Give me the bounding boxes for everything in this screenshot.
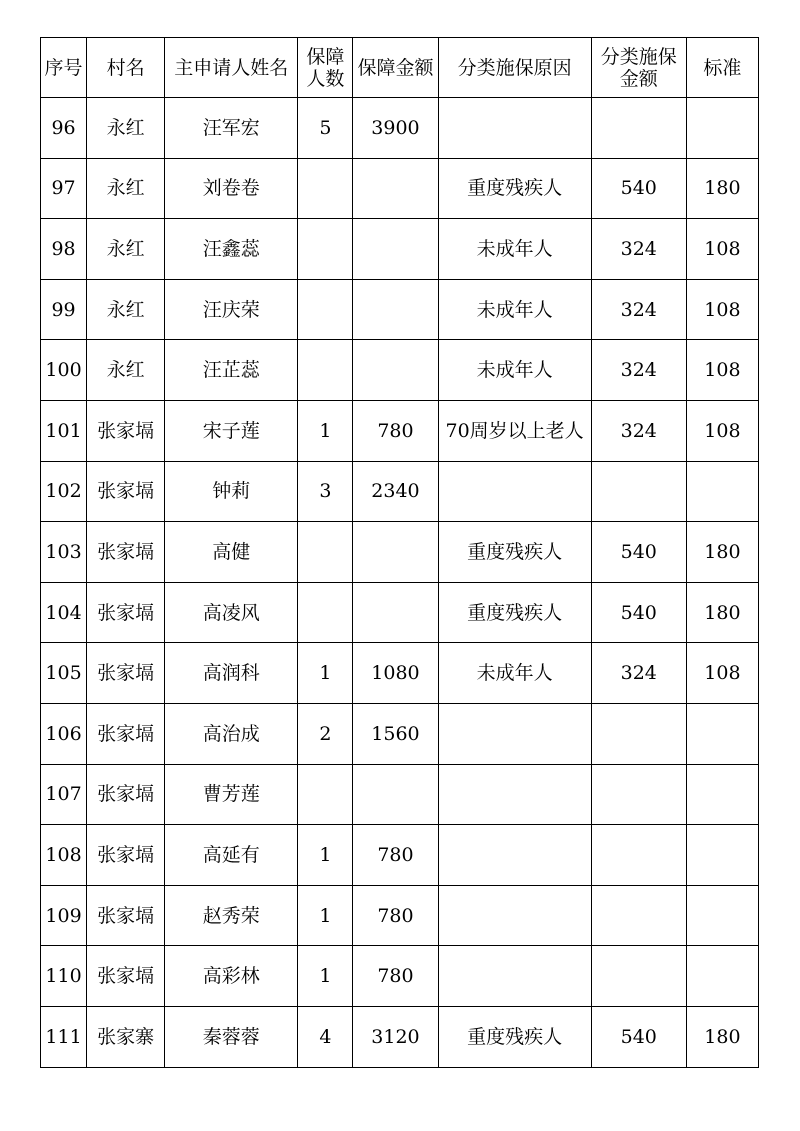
cell-applicant: 宋子莲	[165, 400, 298, 461]
cell-index: 97	[41, 158, 87, 219]
cell-village: 永红	[87, 219, 165, 280]
header-standard: 标准	[686, 38, 758, 98]
cell-index: 110	[41, 946, 87, 1007]
cell-applicant: 汪芷蕊	[165, 340, 298, 401]
cell-reason: 70周岁以上老人	[438, 400, 591, 461]
cell-class-amount: 324	[591, 279, 686, 340]
cell-applicant: 高润科	[165, 643, 298, 704]
cell-reason: 重度残疾人	[438, 1006, 591, 1067]
cell-amount: 1080	[353, 643, 438, 704]
header-row	[41, 38, 759, 98]
cell-standard: 180	[686, 582, 758, 643]
cell-amount: 1560	[353, 703, 438, 764]
cell-village: 永红	[87, 279, 165, 340]
cell-village: 张家塥	[87, 643, 165, 704]
cell-amount	[353, 158, 438, 219]
cell-standard: 108	[686, 643, 758, 704]
cell-index: 99	[41, 279, 87, 340]
cell-reason: 未成年人	[438, 279, 591, 340]
cell-count	[298, 582, 353, 643]
cell-applicant: 赵秀荣	[165, 885, 298, 946]
cell-index: 105	[41, 643, 87, 704]
header-count: 保障人数	[298, 38, 353, 98]
table-row	[41, 946, 759, 1007]
header-village: 村名	[87, 38, 165, 98]
cell-class-amount	[591, 764, 686, 825]
cell-village: 张家塥	[87, 825, 165, 886]
cell-count	[298, 219, 353, 280]
table-row	[41, 400, 759, 461]
table-row	[41, 825, 759, 886]
cell-index: 111	[41, 1006, 87, 1067]
header-class-amount: 分类施保金额	[591, 38, 686, 98]
cell-index: 100	[41, 340, 87, 401]
table-row	[41, 219, 759, 280]
cell-index: 109	[41, 885, 87, 946]
cell-amount: 780	[353, 885, 438, 946]
cell-count: 5	[298, 98, 353, 159]
cell-amount: 780	[353, 825, 438, 886]
cell-index: 106	[41, 703, 87, 764]
cell-amount: 3900	[353, 98, 438, 159]
cell-applicant: 汪庆荣	[165, 279, 298, 340]
cell-index: 98	[41, 219, 87, 280]
cell-standard	[686, 98, 758, 159]
cell-applicant: 秦蓉蓉	[165, 1006, 298, 1067]
cell-class-amount	[591, 98, 686, 159]
cell-reason: 重度残疾人	[438, 522, 591, 583]
cell-village: 张家塥	[87, 461, 165, 522]
cell-reason	[438, 946, 591, 1007]
header-applicant: 主申请人姓名	[165, 38, 298, 98]
cell-class-amount	[591, 885, 686, 946]
cell-index: 104	[41, 582, 87, 643]
cell-standard	[686, 461, 758, 522]
cell-amount	[353, 764, 438, 825]
cell-reason: 未成年人	[438, 340, 591, 401]
cell-applicant: 高健	[165, 522, 298, 583]
cell-amount	[353, 219, 438, 280]
table-row	[41, 461, 759, 522]
cell-reason	[438, 825, 591, 886]
cell-reason: 未成年人	[438, 643, 591, 704]
cell-amount: 3120	[353, 1006, 438, 1067]
cell-applicant: 钟莉	[165, 461, 298, 522]
cell-class-amount: 324	[591, 219, 686, 280]
cell-reason	[438, 703, 591, 764]
cell-applicant: 高彩林	[165, 946, 298, 1007]
cell-class-amount: 540	[591, 158, 686, 219]
cell-count: 1	[298, 400, 353, 461]
cell-standard: 108	[686, 400, 758, 461]
cell-count	[298, 340, 353, 401]
cell-amount: 2340	[353, 461, 438, 522]
cell-class-amount	[591, 946, 686, 1007]
table-row	[41, 885, 759, 946]
cell-reason: 重度残疾人	[438, 582, 591, 643]
cell-standard: 180	[686, 1006, 758, 1067]
cell-applicant: 高凌风	[165, 582, 298, 643]
cell-village: 永红	[87, 158, 165, 219]
cell-class-amount: 324	[591, 340, 686, 401]
cell-index: 108	[41, 825, 87, 886]
cell-applicant: 刘卷卷	[165, 158, 298, 219]
cell-applicant: 高延有	[165, 825, 298, 886]
cell-count: 1	[298, 643, 353, 704]
cell-standard: 180	[686, 522, 758, 583]
cell-class-amount: 540	[591, 1006, 686, 1067]
cell-village: 永红	[87, 340, 165, 401]
table-row	[41, 643, 759, 704]
cell-count: 3	[298, 461, 353, 522]
cell-amount	[353, 522, 438, 583]
cell-village: 永红	[87, 98, 165, 159]
cell-standard	[686, 764, 758, 825]
cell-class-amount	[591, 703, 686, 764]
cell-village: 张家塥	[87, 885, 165, 946]
cell-class-amount: 324	[591, 643, 686, 704]
cell-index: 103	[41, 522, 87, 583]
cell-reason: 重度残疾人	[438, 158, 591, 219]
cell-index: 107	[41, 764, 87, 825]
cell-applicant: 汪鑫蕊	[165, 219, 298, 280]
cell-amount	[353, 340, 438, 401]
cell-index: 101	[41, 400, 87, 461]
table-row	[41, 98, 759, 159]
cell-class-amount: 540	[591, 522, 686, 583]
cell-reason: 未成年人	[438, 219, 591, 280]
cell-index: 96	[41, 98, 87, 159]
cell-applicant: 曹芳莲	[165, 764, 298, 825]
table-row	[41, 522, 759, 583]
cell-class-amount	[591, 825, 686, 886]
cell-count	[298, 522, 353, 583]
cell-standard	[686, 825, 758, 886]
table-row	[41, 582, 759, 643]
assistance-table	[40, 37, 759, 1068]
cell-index: 102	[41, 461, 87, 522]
cell-village: 张家寨	[87, 1006, 165, 1067]
cell-standard: 180	[686, 158, 758, 219]
cell-count: 4	[298, 1006, 353, 1067]
table-row	[41, 158, 759, 219]
header-reason: 分类施保原因	[438, 38, 591, 98]
cell-count	[298, 158, 353, 219]
cell-village: 张家塥	[87, 703, 165, 764]
table-row	[41, 279, 759, 340]
cell-standard: 108	[686, 219, 758, 280]
cell-count: 2	[298, 703, 353, 764]
table-row	[41, 764, 759, 825]
cell-reason	[438, 764, 591, 825]
cell-standard: 108	[686, 279, 758, 340]
cell-count	[298, 279, 353, 340]
cell-reason	[438, 885, 591, 946]
cell-class-amount: 324	[591, 400, 686, 461]
cell-applicant: 汪军宏	[165, 98, 298, 159]
table-row	[41, 1006, 759, 1067]
cell-reason	[438, 461, 591, 522]
cell-count	[298, 764, 353, 825]
cell-count: 1	[298, 885, 353, 946]
cell-standard	[686, 703, 758, 764]
cell-standard: 108	[686, 340, 758, 401]
cell-class-amount: 540	[591, 582, 686, 643]
header-index: 序号	[41, 38, 87, 98]
cell-reason	[438, 98, 591, 159]
cell-standard	[686, 885, 758, 946]
cell-amount: 780	[353, 400, 438, 461]
table-row	[41, 340, 759, 401]
cell-village: 张家塥	[87, 582, 165, 643]
cell-amount	[353, 582, 438, 643]
cell-class-amount	[591, 461, 686, 522]
cell-village: 张家塥	[87, 764, 165, 825]
cell-village: 张家塥	[87, 400, 165, 461]
cell-count: 1	[298, 946, 353, 1007]
cell-count: 1	[298, 825, 353, 886]
cell-village: 张家塥	[87, 522, 165, 583]
table-row	[41, 703, 759, 764]
cell-village: 张家塥	[87, 946, 165, 1007]
cell-amount: 780	[353, 946, 438, 1007]
header-amount: 保障金额	[353, 38, 438, 98]
cell-applicant: 高治成	[165, 703, 298, 764]
cell-amount	[353, 279, 438, 340]
cell-standard	[686, 946, 758, 1007]
